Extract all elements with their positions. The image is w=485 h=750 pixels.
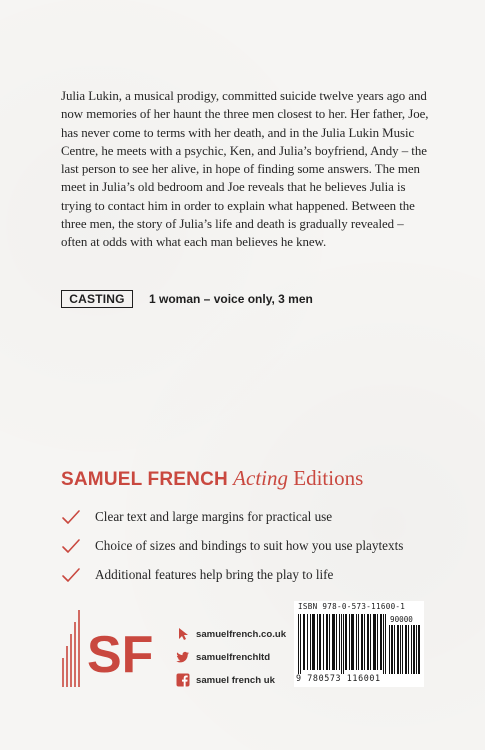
addon-barcode-bars (389, 625, 420, 674)
casting-label: CASTING (61, 290, 133, 308)
feature-text: Clear text and large margins for practical use (95, 508, 333, 524)
checkmark-icon (61, 565, 81, 585)
feature-list (61, 502, 403, 589)
twitter-icon (176, 650, 190, 664)
series-title (61, 466, 363, 491)
logo-text: SF (87, 626, 154, 684)
series-editions: Editions (293, 466, 364, 490)
samuel-french-logo (61, 608, 166, 688)
price-code-text: 90000 (390, 615, 413, 624)
ean-barcode-bars (298, 614, 386, 674)
website-text: samuelfrench.co.uk (196, 628, 287, 640)
feature-text: Additional features help bring the play to life (95, 566, 334, 582)
isbn-text: ISBN 978-0-573-11600-1 (298, 602, 406, 611)
checkmark-icon (61, 507, 81, 527)
barcode (294, 601, 424, 687)
feature-item (61, 560, 403, 589)
social-links (176, 624, 286, 693)
twitter-text: samuelfrenchltd (196, 651, 271, 663)
series-acting: Acting (233, 466, 288, 490)
casting-row (61, 290, 313, 308)
facebook-icon (176, 673, 190, 687)
checkmark-icon (61, 536, 81, 556)
synopsis-text: Julia Lukin, a musical prodigy, committed suicide twelve years ago and now memories of her haunt the three men closest to her. Her father, Joe, has never come to terms with her death, and in the Julia Lukin Music Centre, he meets with a psychic, Ken, and Julia’s boyfriend, Andy – the last person to see her alive, in hope of finding some answers. The men meet in Julia’s old bedroom and Joe reveals that he believes Julia is trying to contact him in order to explain what happened. Between the three men, the story of Julia’s life and death is gradually revealed – often at odds with what each man believes he knew. (61, 89, 429, 250)
feature-text: Choice of sizes and bindings to suit how you use playtexts (95, 537, 404, 553)
feature-item (61, 531, 403, 560)
facebook-link[interactable] (176, 670, 286, 690)
feature-item (61, 502, 403, 531)
cursor-icon (176, 627, 190, 641)
casting-value: 1 woman – voice only, 3 men (149, 292, 313, 306)
facebook-text: samuel french uk (196, 674, 275, 686)
series-brand: SAMUEL FRENCH (61, 469, 228, 490)
ean-number: 9 780573 116001 (296, 673, 381, 683)
website-link[interactable] (176, 624, 286, 644)
twitter-link[interactable] (176, 647, 286, 667)
